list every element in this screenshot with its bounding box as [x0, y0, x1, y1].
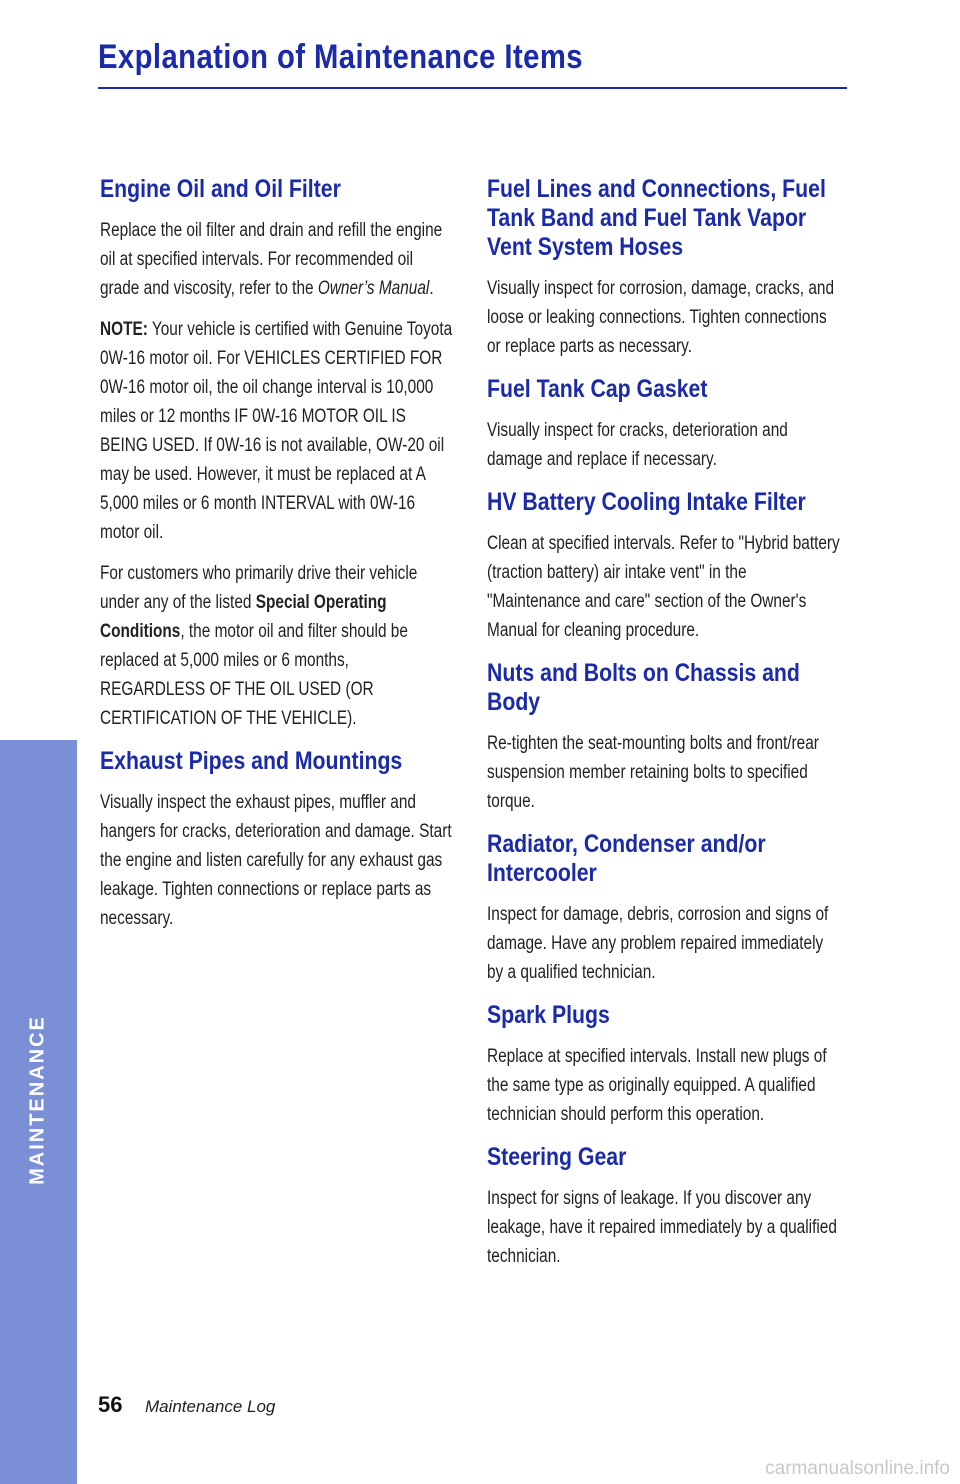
section-paragraph: Replace the oil filter and drain and refill the engine oil at specified intervals. For recommended oil grade and viscosity, refer to the Owner’s Manual. — [100, 220, 443, 299]
section-paragraph: Clean at specified intervals. Refer to "Hybrid battery (traction battery) air intake vent" in the "Maintenance and care" section of the Owner's Manual for cleaning procedure. — [487, 533, 840, 641]
section-nuts-bolts — [487, 659, 839, 816]
section-heading: Fuel Tank Cap Gasket — [487, 375, 708, 403]
section-heading: Spark Plugs — [487, 1001, 610, 1029]
section-paragraph: Re-tighten the seat-mounting bolts and front/rear suspension member retaining bolts to specified torque. — [487, 733, 819, 812]
watermark: carmanualsonline.info — [765, 1458, 950, 1479]
note-label: NOTE: — [100, 319, 148, 340]
section-hv-battery — [487, 488, 839, 645]
section-heading: Fuel Lines and Connections, Fuel Tank Band and Fuel Tank Vapor Vent System Hoses — [487, 175, 826, 261]
note-paragraph: NOTE: Your vehicle is certified with Genuine Toyota 0W-16 motor oil. For VEHICLES CERTIFIED FOR 0W-16 motor oil, the oil change interval is 10,000 miles or 12 months IF 0W-16 MOTOR OIL IS BEING USED. If 0W-16 is not available, OW-20 oil may be used. However, it must be replaced at A 5,000 miles or 6 month INTERVAL with 0W-16 motor oil. — [100, 319, 453, 543]
section-fuel-cap — [487, 375, 839, 474]
section-engine-oil — [100, 175, 452, 733]
section-steering-gear — [487, 1143, 839, 1271]
section-paragraph: Inspect for signs of leakage. If you discover any leakage, have it repaired immediately by a qualified technician. — [487, 1188, 837, 1267]
section-heading: Steering Gear — [487, 1143, 627, 1171]
section-radiator — [487, 830, 839, 987]
right-column — [487, 175, 839, 1285]
section-heading: Radiator, Condenser and/or Intercooler — [487, 830, 766, 887]
section-heading: Nuts and Bolts on Chassis and Body — [487, 659, 800, 716]
left-column — [100, 175, 452, 947]
section-paragraph: Visually inspect for cracks, deterioration and damage and replace if necessary. — [487, 420, 788, 470]
special-conditions-term: Special Operating Conditions — [100, 592, 387, 642]
section-paragraph: Inspect for damage, debris, corrosion and signs of damage. Have any problem repaired immediately by a qualified technician. — [487, 904, 829, 983]
manual-reference: Owner’s Manual — [317, 278, 430, 299]
page-footer — [98, 1392, 275, 1418]
section-spark-plugs — [487, 1001, 839, 1129]
section-paragraph: Replace at specified intervals. Install new plugs of the same type as originally equipped. A qualified technician should perform this operation. — [487, 1046, 827, 1125]
chapter-label: MAINTENANCE — [26, 1015, 49, 1185]
section-paragraph: Visually inspect for corrosion, damage, cracks, and loose or leaking connections. Tighten connections or replace parts as necessary. — [487, 278, 835, 357]
page-title: Explanation of Maintenance Items — [98, 38, 583, 76]
section-heading: Exhaust Pipes and Mountings — [100, 747, 403, 775]
section-fuel-lines — [487, 175, 839, 361]
section-heading: Engine Oil and Oil Filter — [100, 175, 341, 203]
section-paragraph: Visually inspect the exhaust pipes, muffler and hangers for cracks, deterioration and damage. Start the engine and listen carefully for any exhaust gas leakage. Tighten connections or replace parts as necessary. — [100, 792, 452, 929]
section-exhaust — [100, 747, 452, 933]
section-heading: HV Battery Cooling Intake Filter — [487, 488, 806, 516]
title-divider — [98, 87, 847, 89]
footer-label: Maintenance Log — [144, 1397, 276, 1416]
section-paragraph: For customers who primarily drive their vehicle under any of the listed Special Operating Conditions, the motor oil and filter should be replaced at 5,000 miles or 6 months, REGARDLESS OF THE OIL USED (OR CERTIFICATION OF THE VEHICLE). — [100, 563, 418, 729]
page-number: 56 — [98, 1392, 123, 1417]
